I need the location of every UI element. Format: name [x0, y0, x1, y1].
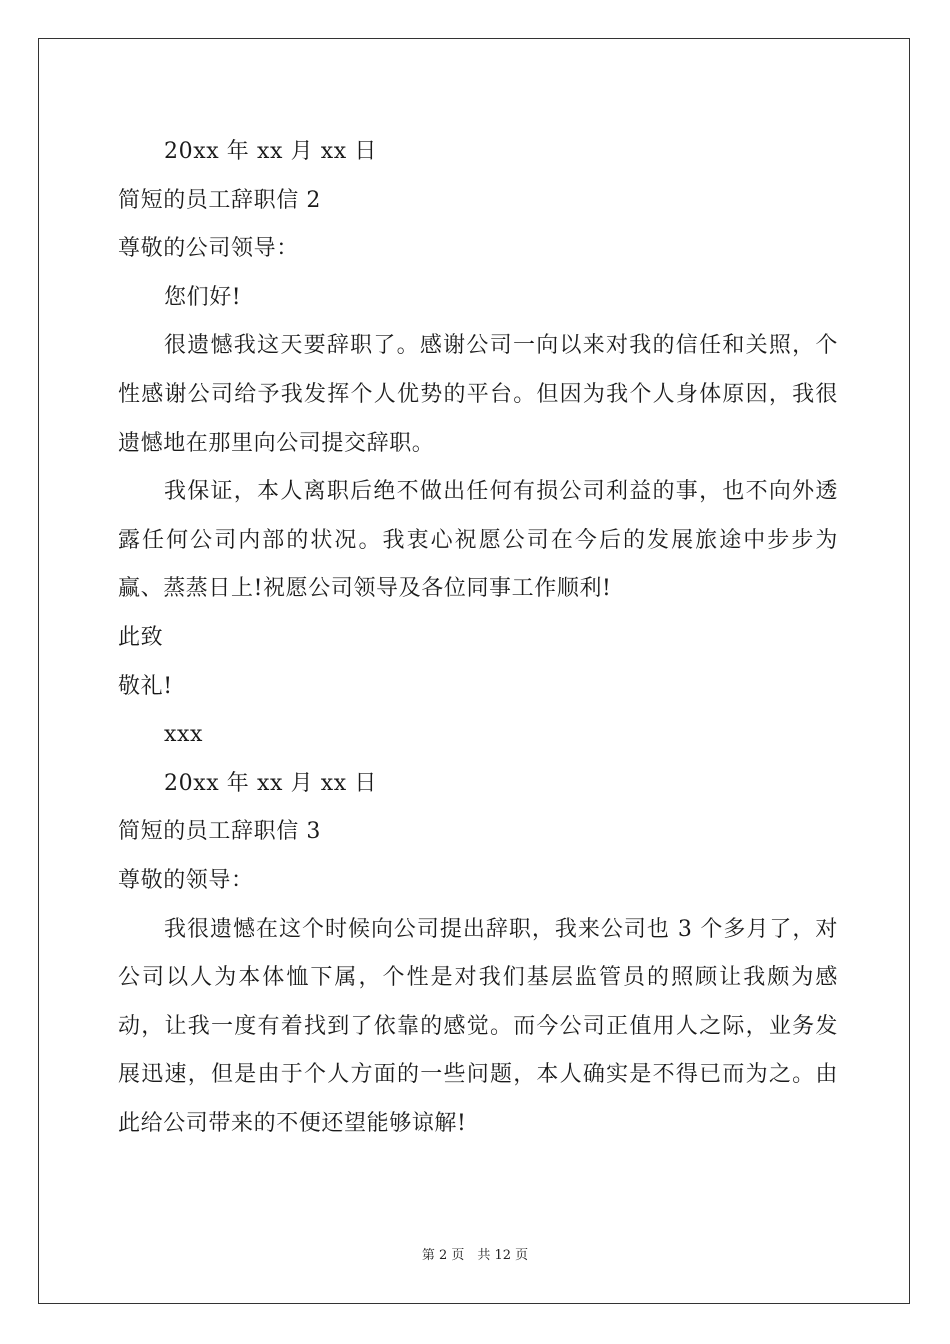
- date-line: 20xx 年 xx 月 xx 日: [164, 139, 378, 164]
- closing-line-2: 敬礼!: [118, 673, 173, 699]
- greeting: 您们好!: [164, 284, 242, 310]
- salutation-3: 尊敬的领导：: [118, 867, 254, 893]
- document-body: [118, 128, 838, 1148]
- letter-title-3: 简短的员工辞职信 3: [118, 819, 321, 845]
- page-number-footer: 第 2 页 共 12 页: [421, 1248, 529, 1263]
- paragraph-3: 我很遗憾在这个时候向公司提出辞职，我来公司也 3 个多月了，对公司以人为本体恤下属，个性是对我们基层监管员的照顾让我颇为感动，让我一度有着找到了依靠的感觉。而今公司正值用人之际，业务发展迅速，但是由于个人方面的一些问题，本人确实是不得已而为之。由此给公司带来的不便还望能够谅解!: [118, 916, 838, 1136]
- salutation-2: 尊敬的公司领导：: [118, 236, 299, 262]
- letter-title-2: 简短的员工辞职信 2: [118, 187, 321, 213]
- paragraph-2: 我保证，本人离职后绝不做出任何有损公司利益的事，也不向外透露任何公司内部的状况。我衷心祝愿公司在今后的发展旅途中步步为赢、蒸蒸日上!祝愿公司领导及各位同事工作顺利!: [118, 479, 838, 602]
- paragraph-1: 很遗憾我这天要辞职了。感谢公司一向以来对我的信任和关照，个性感谢公司给予我发挥个人优势的平台。但因为我个人身体原因，我很遗憾地在那里向公司提交辞职。: [118, 333, 838, 456]
- closing-line-1: 此致: [118, 624, 164, 650]
- date-line-2: 20xx 年 xx 月 xx 日: [164, 770, 378, 796]
- signature: xxx: [164, 722, 204, 748]
